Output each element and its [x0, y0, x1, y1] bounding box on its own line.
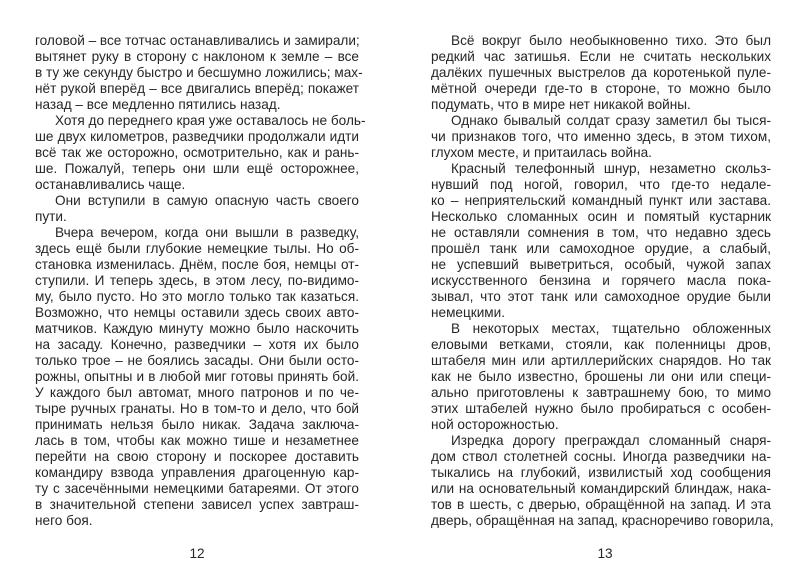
paragraph [35, 113, 366, 193]
paragraph [431, 113, 771, 161]
text-line: подумать, что в мире нет никакой войны. [431, 97, 691, 112]
text-line: Несколько сломанных осин и помятый кустарник [431, 209, 771, 224]
text-line: прошёл танк или самоходное орудие, а слабый, [431, 241, 771, 256]
text-line: В некоторых местах, тщательно обложенных [451, 321, 771, 336]
text-line: далёких пушечных выстрелов да коротенькой пуле- [431, 65, 771, 80]
text-line: У каждого был автомат, много патронов и по че- [35, 385, 359, 400]
paragraph [35, 225, 359, 529]
text-line: ко – неприятельский командный пункт или застава. [431, 193, 771, 208]
text-line: дверь, обращённая на запад, красноречиво говорила, [431, 513, 774, 528]
text-line: редкий час затишья. Если не считать нескольких [431, 49, 771, 64]
text-line: чи признаков того, что именно здесь, в этом тихом, [431, 129, 771, 144]
text-line: ально приготовлены к завтрашнему бою, то мимо [431, 385, 771, 400]
text-line: становка изменилась. Днём, после боя, немцы от- [35, 257, 359, 272]
text-line: принимать нельзя было никак. Задача заключа- [35, 417, 359, 432]
text-line: командиру взвода управления драгоценную кар- [35, 465, 359, 480]
text-line: рожны, опытны и в любой миг готовы принять бой. [35, 369, 359, 384]
text-line: только трое – не боялись засады. Они были осто- [35, 353, 359, 368]
text-line: му, было пусто. Но это могло только так казаться. [35, 289, 359, 304]
text-line: нёт рукой вперёд – все двигались вперёд; покажет [35, 81, 359, 96]
text-line: ше. Пожалуй, теперь они шли ещё осторожнее, [35, 161, 359, 176]
text-line: тыре ручных гранаты. Но в том-то и дело, что бой [35, 401, 359, 416]
text-line: на засаду. Конечно, разведчики – хотя их было [35, 337, 359, 352]
text-line: Всё вокруг было необыкновенно тихо. Это был [451, 33, 771, 48]
paragraph [35, 193, 359, 225]
text-line: не оставляли сомнения в том, что недавно здесь [431, 225, 771, 240]
left-page-text [35, 33, 366, 529]
text-line: ту с засечёнными немецкими батареями. От этого [35, 481, 359, 496]
text-line: пути. [35, 209, 67, 224]
paragraph [431, 321, 771, 433]
paragraph [431, 33, 771, 113]
text-line: Хотя до переднего края уже оставалось не боль- [55, 113, 366, 128]
page-number-right: 13 [597, 546, 613, 561]
text-line: нувший под ногой, говорил, что где-то недале- [431, 177, 771, 192]
text-line: вытянет руку в сторону с наклоном к земле – все [35, 49, 359, 64]
right-page-text [431, 33, 774, 529]
text-line: еловыми ветками, стояли, как поленницы дров, [431, 337, 771, 352]
text-line: ступили. И теперь здесь, в этом лесу, по-видимо- [35, 273, 359, 288]
text-line: Вчера вечером, когда они вышли в разведку, [55, 225, 359, 240]
text-line: мётной очереди где-то в стороне, то можно было [431, 81, 771, 96]
text-line: матчиков. Каждую минуту можно было наскочить [35, 321, 359, 336]
text-line: штабеля мин или артиллерийских снарядов. Но так [431, 353, 771, 368]
text-line: ной осторожностью. [431, 417, 559, 432]
text-line: как не было известно, брошены ли они или специ- [431, 369, 771, 384]
text-line: в значительной степени зависел успех завтраш- [35, 497, 359, 512]
text-line: тов в шесть, с дверью, обращённой на запад. И эта [431, 497, 771, 512]
text-line: зывал, что этот танк или самоходное орудие были [431, 289, 771, 304]
text-line: этих штабелей нужно было пробираться с особен- [431, 401, 771, 416]
text-line: немецкими. [431, 305, 506, 320]
text-line: глухом месте, и притаилась война. [431, 145, 652, 160]
text-line: тыкались на глубокий, извилистый ход сообщения [431, 465, 771, 480]
text-line: головой – все тотчас останавливались и замирали; [35, 33, 360, 48]
text-line: дом ствол столетней сосны. Иногда разведчики на- [431, 449, 771, 464]
text-line: останавливались чаще. [35, 177, 186, 192]
text-line: него боя. [35, 513, 93, 528]
text-line: или на основательный командирский блиндаж, нака- [431, 481, 771, 496]
paragraph [35, 33, 363, 113]
text-line: ше двух километров, разведчики продолжали идти [35, 129, 359, 144]
text-line: искусственного бензина и горячего масла пока- [431, 273, 771, 288]
text-line: Они вступили в самую опасную часть своего [55, 193, 359, 208]
text-line: всё так же осторожно, осмотрительно, как и рань- [35, 145, 359, 160]
text-line: Изредка дорогу преграждал сломанный снаря- [451, 433, 771, 448]
text-line: назад – все медленно пятились назад. [35, 97, 281, 112]
page-number-left: 12 [189, 546, 205, 561]
text-line: перейти на свою сторону и поскорее доставить [35, 449, 359, 464]
paragraph [431, 433, 774, 529]
text-line: Возможно, что немцы оставили здесь своих авто- [35, 305, 359, 320]
text-line: Однако бывалый солдат сразу заметил бы тыся- [451, 113, 771, 128]
text-line: не успевший выветриться, особый, чужой запах [431, 257, 771, 272]
paragraph [431, 161, 771, 321]
text-line: в ту же секунду быстро и бесшумно ложились; мах- [35, 65, 363, 80]
text-line: Красный телефонный шнур, незаметно скольз- [451, 161, 771, 176]
text-line: лась в том, чтобы как можно тише и незаметнее [35, 433, 359, 448]
text-line: здесь ещё были глубокие немецкие тылы. Но об- [35, 241, 359, 256]
